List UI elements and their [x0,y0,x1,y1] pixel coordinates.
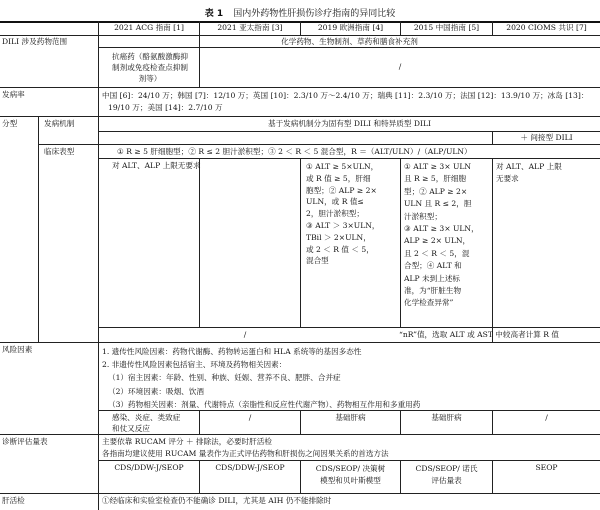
assessment-china-line: 评估量表 [431,476,462,485]
header-rule [0,35,600,36]
clinical-footer-note: “nR”值，选取 ALT 或 AST 中较高者计算 R 值 [399,330,560,339]
rule [0,493,600,494]
clinical-cioms-line: 对 ALT、ALP 上限 [496,162,562,171]
rule [0,87,600,88]
clinical-cioms-line: 无要求 [496,174,519,183]
rule [98,158,600,159]
risk-europe: 基础肝病 [335,413,366,422]
table-caption [0,6,600,19]
risk-apac: / [248,413,252,422]
assessment-acg: CDS/DDW-J/SEOP [114,463,184,472]
assessment-line-1: 主要依靠 RUCAM 评分 ＋ 排除法，必要时肝活检 [102,437,272,446]
row-label-mechanism: 发病机制 [44,119,75,128]
scope-common: 化学药物、生物制剂、草药和膳食补充剂 [281,37,418,46]
incidence-line-2: 19/10 万；美国 [14]：2.7/10 万 [108,103,223,112]
rule [98,47,600,48]
row-label-biopsy: 肝活检 [2,496,25,505]
mechanism-common: 基于发病机制分为固有型 DILI 和特异质型 DILI [267,119,431,128]
clinical-europe-line: 或 2 ＜ R 值 ＜ 5， [306,244,374,254]
rule [98,131,600,132]
risk-line: 2. 非遗传性风险因素包括宿主、环境及药物相关因素： [102,360,287,370]
rule [0,434,600,435]
rule [0,116,600,117]
risk-china: 基础肝病 [431,413,462,422]
scope-acg-extra: 抗癌药（酪氨酸激酶抑制剂或免疫检查点抑制剂等） [112,52,188,83]
clinical-europe-line: 胞型；② ALP ≥ 2× [306,185,377,195]
rule-vertical [38,116,39,342]
scope-rest: / [398,62,402,71]
row-label-classification: 分型 [2,119,18,128]
clinical-europe-line: 或 R 值 ≥ 5，肝细 [306,173,371,183]
column-header-acg: 2021 ACG 指南 [1] [114,23,184,32]
rule-vertical [98,21,99,510]
clinical-china-line: ALP 未到上述标 [404,273,461,283]
assessment-europe-line: 模型和贝叶斯模型 [320,476,381,485]
clinical-china-line: 化学检查异常” [404,298,454,308]
risk-line: （1）宿主因素：年龄、性别、种族、妊娠、营养不良、肥胖、合并症 [108,373,341,383]
caption-title: 国内外药物性肝损伤诊疗指南的异同比较 [233,9,396,19]
clinical-europe-line: ③ ALT ＞ 3×ULN， [306,220,380,230]
row-label-assessment: 诊断评估量表 [2,437,48,446]
clinical-europe-line: ① ALT ≥ 5×ULN， [306,162,379,171]
clinical-china-line: ③ ALT ≥ 3× ULN， [404,224,479,234]
assessment-china-line: CDS/SEOP/ 诺氏 [415,464,478,473]
assessment-china [401,463,492,487]
clinical-acg-apac: 对 ALT、ALP 上限无要求 [112,161,201,170]
column-header-china: 2015 中国指南 [5] [413,23,480,32]
rule [98,327,600,328]
column-header-cioms: 2020 CIOMS 共识 [7] [506,23,587,32]
rule-vertical [199,158,200,327]
clinical-footer-slash: / [243,330,247,339]
clinical-cioms [496,161,562,185]
clinical-china-line: 且 2 ＜ R ＜ 5，混 [404,248,470,258]
mechanism-extra: ＋ 间接型 DILI [520,133,573,142]
assessment-line-2: 各指南均建议使用 RUCAM 量表作为正式评估药物和肝损伤之间因果关系的首选方法 [102,449,389,458]
rule [38,144,600,145]
incidence-line-1: 中国 [6]：24/10 万；韩国 [7]：12/10 万；英国 [10]：2.3/10 万～2.4/10 万；瑞典 [11]：2.3/10 万；法国 [12]：13.9/10 万；冰岛 [13]： [102,91,589,100]
clinical-europe-line: 2，胆汁淤积型； [306,209,364,219]
column-header-europe: 2019 欧洲指南 [4] [317,23,384,32]
risk-acg-line: 感染、炎症、类致症 [112,413,181,422]
clinical-china-line: ① ALT ≥ 3× ULN [404,162,472,171]
clinical-china-line: 型；② ALP ≥ 2× [404,186,468,196]
clinical-europe-line: ULN，或 R 值≤ [306,197,364,207]
clinical-china-line: ALP ≥ 2× ULN， [404,236,471,246]
caption-label: 表 1 [204,9,224,19]
clinical-europe [306,161,380,267]
row-label-risk: 风险因素 [2,345,33,354]
rule-vertical [400,158,401,327]
rule-vertical [492,158,493,342]
clinical-china-line: 准，为“肝脏生物 [404,286,462,296]
clinical-china [404,161,479,310]
risk-acg [112,412,180,434]
assessment-apac: CDS/DDW-J/SEOP [215,463,285,472]
clinical-china-line: 汁淤积型； [404,211,442,221]
risk-acg-line: 和仗又反应 [112,424,150,433]
row-label-scope: DILI 涉及药物范围 [2,37,68,46]
risk-line: （2）环境因素：吸烟、饮酒 [108,386,204,396]
risk-lines [102,345,420,411]
risk-cioms: / [545,413,548,422]
row-label-incidence: 发病率 [2,90,25,99]
risk-line: 1. 遗传性风险因素：药物代谢酶、药物转运蛋白和 HLA 系统等的基因多态性 [102,347,362,356]
biopsy-text: ①经临床和实验室检查仍不能确诊 DILI，尤其是 AIH 仍不能排除时 [102,496,332,505]
column-header-apac: 2021 亚太指南 [3] [217,23,283,32]
risk-line: （3）药物相关因素：剂量、代谢特点（亲脂性和反应性代谢产物）、药物相互作用和多重用药 [108,399,421,409]
clinical-europe-line: TBil ＞ 2×ULN， [306,232,371,242]
clinical-china-line: ULN 且 R ≤ 2，胆 [404,199,472,209]
assessment-europe-line: CDS/SEOP/ 决策树 [315,464,386,473]
rule-vertical [300,158,301,327]
rule [0,342,600,343]
rule [98,460,600,461]
clinical-china-line: 且 R ≥ 5，肝细胞 [404,174,467,184]
assessment-cioms: SEOP [535,463,558,472]
row-label-clinical: 临床表型 [44,147,75,156]
clinical-europe-line: 混合型 [306,256,329,266]
assessment-europe [301,463,400,487]
clinical-china-line: 合型；④ ALT 和 [404,261,462,271]
ratio-line: ① R ≥ 5 肝细胞型；② R ≤ 2 胆汁淤积型；③ 2 ＜ R ＜ 5 混合型，R ＝（ALT/ULN）/（ALP/ULN） [117,147,472,156]
